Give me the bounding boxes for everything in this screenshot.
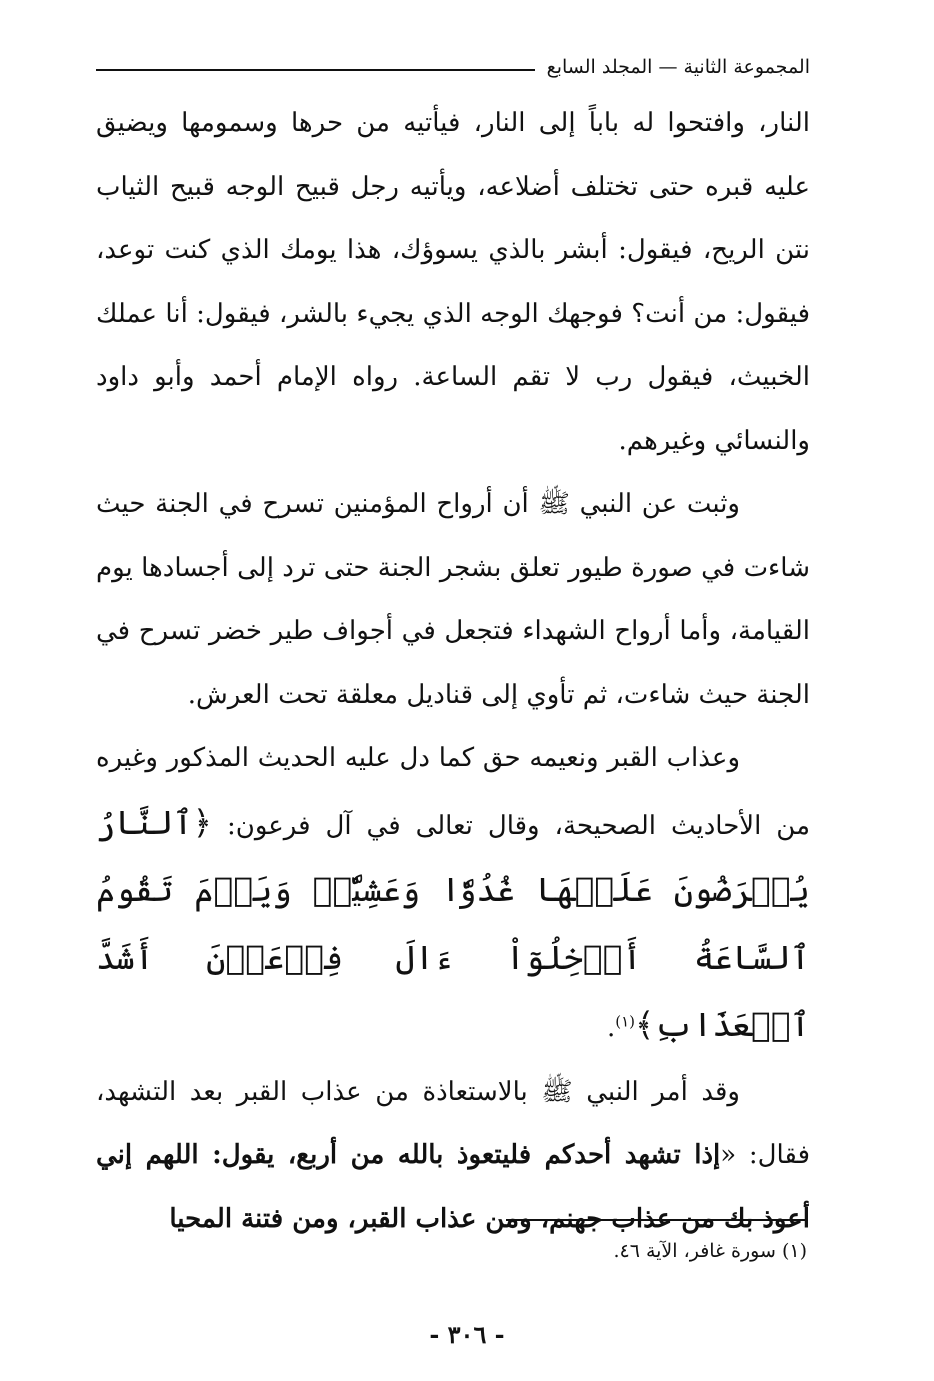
quran-verse: ﴿ٱلنَّارُ يُعۡرَضُونَ عَلَيۡهَا غُدُوّٗا وَعَشِيّٗاۚ وَيَوۡمَ تَقُومُ ٱلسَّاعَةُ أَدۡخِلُوٓاْ ءَالَ فِرۡعَوۡنَ أَشَدَّ ٱلۡعَذَابِ﴾	[96, 802, 810, 1044]
paragraph-3-intro: وعذاب القبر ونعيمه حق كما دل عليه الحديث المذكور وغيره من الأحاديث الصحيحة، وقال تعالى في آل فرعون:	[96, 743, 810, 841]
main-text	[96, 92, 810, 1251]
paragraph-4	[96, 1061, 810, 1252]
footnote-rule	[506, 1219, 807, 1221]
paragraph-4-intro: وقد أمر النبي ﷺ بالاستعاذة من عذاب القبر بعد التشهد، فقال: «	[96, 1076, 811, 1170]
running-header	[96, 38, 810, 78]
page-number: - ٣٠٦ -	[429, 1320, 505, 1349]
footnote-marker: (١)	[615, 1012, 636, 1031]
paragraph-3	[96, 727, 810, 1061]
paragraph-2: وثبت عن النبي ﷺ أن أرواح المؤمنين تسرح في الجنة حيث شاءت في صورة طيور تعلق بشجر الجنة حتى ترد إلى أجسادها يوم القيامة، وأما أرواح الشهداء فتجعل في أجواف طير خضر تسرح في الجنة حيث شاءت، ثم تأوي إلى قناديل معلقة تحت العرش.	[96, 489, 810, 710]
header-rule	[96, 69, 535, 71]
paragraph-3-end: .	[606, 1013, 616, 1043]
paragraph-1: النار، وافتحوا له باباً إلى النار، فيأتيه من حرها وسمومها ويضيق عليه قبره حتى تختلف أضلاعه، ويأتيه رجل قبيح الوجه قبيح الثياب نتن الريح، فيقول: أبشر بالذي يسوؤك، هذا يومك الذي كنت توعد، فيقول: من أنت؟ فوجهك الوجه الذي يجيء بالشر، فيقول: أنا عملك الخبيث، فيقول رب لا تقم الساعة. رواه الإمام أحمد وأبو داود والنسائي وغيرهم.	[96, 108, 810, 456]
footnote: (١) سورة غافر، الآية ٤٦.	[613, 1240, 807, 1262]
header-title: المجموعة الثانية — المجلد السابع	[546, 56, 810, 78]
hadith-text: إذا تشهد أحدكم فليتعوذ بالله من أربع، يقول: اللهم إني أعوذ بك من عذاب جهنم، ومن عذاب القبر، ومن فتنة المحيا	[96, 1140, 810, 1234]
